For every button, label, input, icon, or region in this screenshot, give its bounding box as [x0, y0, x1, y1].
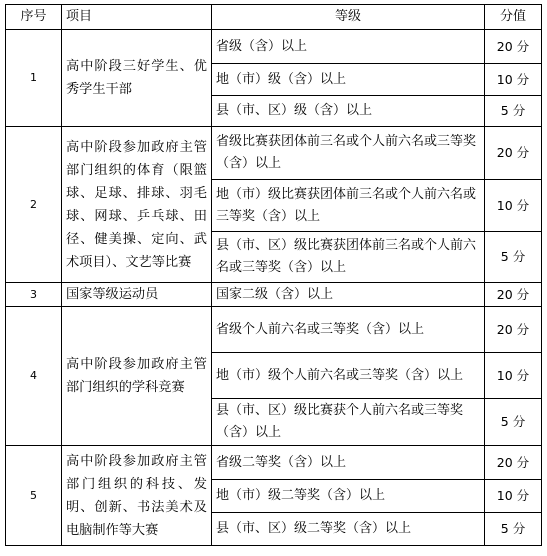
row-grade: 县（市、区）级比赛获团体前三名或个人前六名或三等奖（含）以上 [212, 232, 485, 283]
row-score: 10 分 [485, 480, 542, 513]
table-row [6, 283, 542, 307]
header-grade: 等级 [212, 5, 485, 30]
row-score: 20 分 [485, 30, 542, 64]
row-grade: 地（市）级个人前六名或三等奖（含）以上 [212, 353, 485, 399]
scoring-table [5, 4, 542, 546]
row-project: 高中阶段参加政府主管部门组织的学科竞赛 [62, 307, 212, 446]
row-grade: 县（市、区）级二等奖（含）以上 [212, 513, 485, 546]
row-score: 20 分 [485, 446, 542, 480]
row-seq: 3 [6, 283, 62, 307]
row-score: 5 分 [485, 399, 542, 446]
row-grade: 国家二级（含）以上 [212, 283, 485, 307]
row-score: 10 分 [485, 64, 542, 96]
row-score: 5 分 [485, 513, 542, 546]
row-grade: 地（市）级二等奖（含）以上 [212, 480, 485, 513]
row-grade: 省级比赛获团体前三名或个人前六名或三等奖（含）以上 [212, 127, 485, 180]
table-row [6, 30, 542, 64]
row-project: 国家等级运动员 [62, 283, 212, 307]
table-row [6, 127, 542, 180]
row-seq: 2 [6, 127, 62, 283]
row-grade: 地（市）级（含）以上 [212, 64, 485, 96]
row-score: 20 分 [485, 283, 542, 307]
row-seq: 4 [6, 307, 62, 446]
row-score: 10 分 [485, 353, 542, 399]
row-seq: 5 [6, 446, 62, 546]
row-grade: 省级二等奖（含）以上 [212, 446, 485, 480]
header-score: 分值 [485, 5, 542, 30]
row-project: 高中阶段参加政府主管部门组织的体育（限篮球、足球、排球、羽毛球、网球、乒乓球、田径、健美操、定向、武术项目）、文艺等比赛 [62, 127, 212, 283]
table-row [6, 446, 542, 480]
row-grade: 县（市、区）级比赛获个人前六名或三等奖（含）以上 [212, 399, 485, 446]
row-project: 高中阶段参加政府主管部门组织的科技、发明、创新、书法美术及电脑制作等大赛 [62, 446, 212, 546]
row-grade: 省级个人前六名或三等奖（含）以上 [212, 307, 485, 353]
row-grade: 县（市、区）级（含）以上 [212, 96, 485, 127]
row-score: 10 分 [485, 180, 542, 232]
row-project: 高中阶段三好学生、优秀学生干部 [62, 30, 212, 127]
header-row [6, 5, 542, 30]
row-score: 5 分 [485, 96, 542, 127]
row-grade: 省级（含）以上 [212, 30, 485, 64]
row-seq: 1 [6, 30, 62, 127]
table-row [6, 307, 542, 353]
row-score: 20 分 [485, 127, 542, 180]
header-project: 项目 [62, 5, 212, 30]
row-score: 20 分 [485, 307, 542, 353]
row-grade: 地（市）级比赛获团体前三名或个人前六名或三等奖（含）以上 [212, 180, 485, 232]
row-score: 5 分 [485, 232, 542, 283]
header-seq: 序号 [6, 5, 62, 30]
